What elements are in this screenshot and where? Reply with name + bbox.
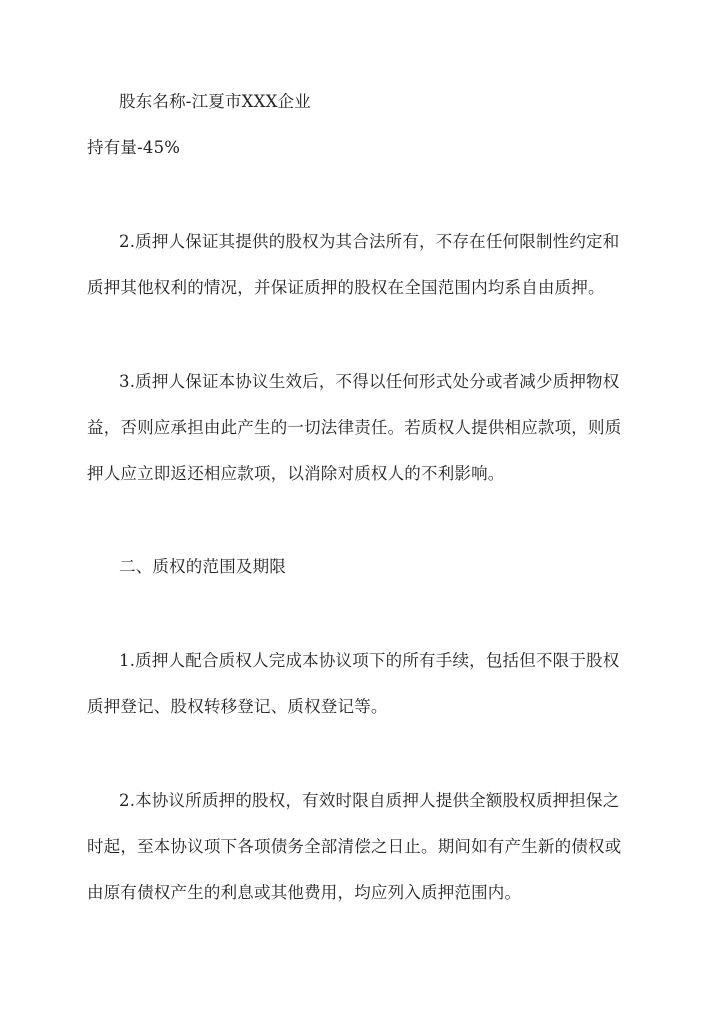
clause-2-line-2: 质押其他权利的情况，并保证质押的股权在全国范围内均系自由质押。 — [87, 278, 605, 297]
clause-3-line-2: 益，否则应承担由此产生的一切法律责任。若质权人提供相应款项，则质 — [87, 418, 622, 437]
clause-3-line-3: 押人应立即返还相应款项，以消除对质权人的不利影响。 — [87, 464, 505, 483]
section-clause-2-line-2: 时起，至本协议项下各项债务全部清偿之日止。期间如有产生新的债权或 — [87, 837, 622, 856]
clause-2-line-1: 2.质押人保证其提供的股权为其合法所有，不存在任何限制性约定和 — [119, 232, 620, 251]
section-clause-1-line-2: 质押登记、股权转移登记、质权登记等。 — [87, 697, 388, 716]
clause-3-line-1: 3.质押人保证本协议生效后，不得以任何形式处分或者减少质押物权 — [119, 372, 620, 391]
section-heading: 二、质权的范围及期限 — [119, 557, 286, 576]
section-clause-2-line-1: 2.本协议所质押的股权，有效时限自质押人提供全额股权质押担保之 — [119, 791, 620, 810]
section-clause-2-line-3: 由原有债权产生的利息或其他费用，均应列入质押范围内。 — [87, 883, 522, 902]
shareholder-name-line: 股东名称-江夏市XXX企业 — [119, 92, 311, 111]
holding-line: 持有量-45% — [87, 138, 181, 157]
section-clause-1-line-1: 1.质押人配合质权人完成本协议项下的所有手续，包括但不限于股权 — [119, 651, 620, 670]
